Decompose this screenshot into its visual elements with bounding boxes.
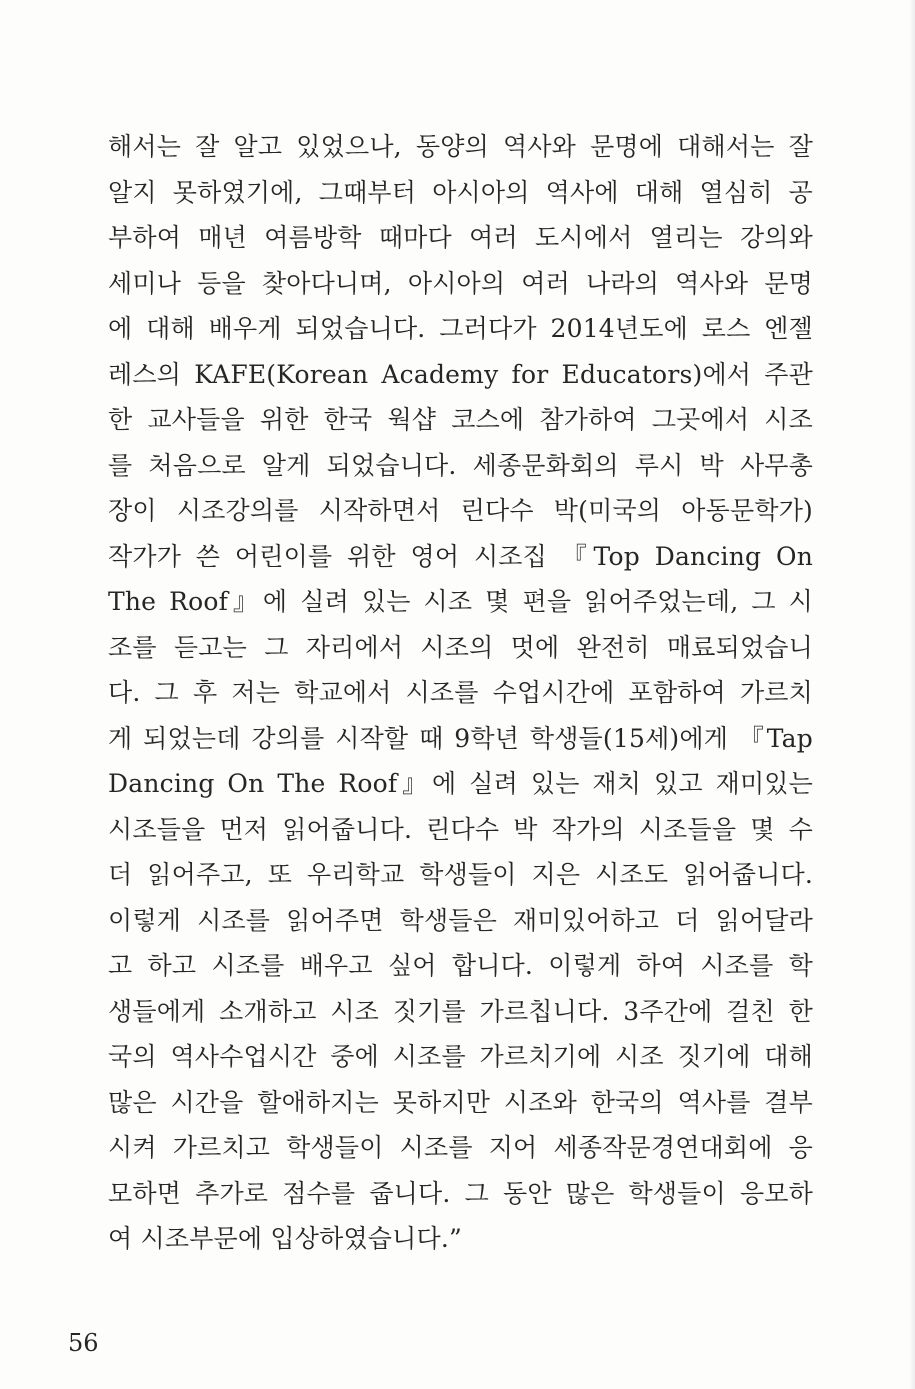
text-line-10: 작가가 쓴 어린이를 위한 영어 시조집 『Top Dancing On bbox=[108, 541, 813, 571]
text-line-4: 세미나 등을 찾아다니며, 아시아의 여러 나라의 역사와 문명 bbox=[108, 268, 813, 298]
page-edge-shadow bbox=[909, 0, 915, 1389]
page-number: 56 bbox=[68, 1329, 99, 1357]
text-line-1: 해서는 잘 알고 있었으나, 동양의 역사와 문명에 대해서는 잘 bbox=[108, 132, 813, 161]
text-line-14: 게 되었는데 강의를 시작할 때 9학년 학생들(15세)에게 『Tap bbox=[108, 723, 813, 753]
text-line-8: 를 처음으로 알게 되었습니다. 세종문화회의 루시 박 사무총 bbox=[108, 450, 813, 480]
text-line-2: 알지 못하였기에, 그때부터 아시아의 역사에 대해 열심히 공 bbox=[108, 177, 813, 207]
text-line-24: 모하면 추가로 점수를 줍니다. 그 동안 많은 학생들이 응모하 bbox=[108, 1178, 813, 1208]
text-line-13: 다. 그 후 저는 학교에서 시조를 수업시간에 포함하여 가르치 bbox=[108, 678, 813, 707]
text-line-15: Dancing On The Roof』에 실려 있는 재치 있고 재미있는 bbox=[108, 769, 813, 798]
text-line-12: 조를 듣고는 그 자리에서 시조의 멋에 완전히 매료되었습니 bbox=[108, 632, 813, 662]
text-line-20: 생들에게 소개하고 시조 짓기를 가르칩니다. 3주간에 걸친 한 bbox=[108, 996, 813, 1026]
text-line-19: 고 하고 시조를 배우고 싶어 합니다. 이렇게 하여 시조를 학 bbox=[108, 951, 813, 980]
text-line-3: 부하여 매년 여름방학 때마다 여러 도시에서 열리는 강의와 bbox=[108, 223, 813, 252]
text-line-22: 많은 시간을 할애하지는 못하지만 시조와 한국의 역사를 결부 bbox=[108, 1087, 813, 1117]
body-paragraph bbox=[108, 124, 813, 1262]
text-line-21: 국의 역사수업시간 중에 시조를 가르치기에 시조 짓기에 대해 bbox=[108, 1042, 813, 1071]
text-line-5: 에 대해 배우게 되었습니다. 그러다가 2014년도에 로스 엔젤 bbox=[108, 314, 813, 343]
text-line-25: 여 시조부문에 입상하였습니다.” bbox=[108, 1224, 462, 1253]
text-line-6: 레스의 KAFE(Korean Academy for Educators)에서 주관 bbox=[108, 359, 813, 389]
text-line-16: 시조들을 먼저 읽어줍니다. 린다수 박 작가의 시조들을 몇 수 bbox=[108, 814, 813, 844]
text-line-17: 더 읽어주고, 또 우리학교 학생들이 지은 시조도 읽어줍니다. bbox=[108, 860, 813, 889]
text-line-18: 이렇게 시조를 읽어주면 학생들은 재미있어하고 더 읽어달라 bbox=[108, 905, 813, 935]
text-line-7: 한 교사들을 위한 한국 웍샵 코스에 참가하여 그곳에서 시조 bbox=[108, 405, 813, 434]
text-line-23: 시켜 가르치고 학생들이 시조를 지어 세종작문경연대회에 응 bbox=[108, 1133, 813, 1162]
text-line-9: 장이 시조강의를 시작하면서 린다수 박(미국의 아동문학가) bbox=[108, 496, 813, 525]
text-line-11: The Roof』에 실려 있는 시조 몇 편을 읽어주었는데, 그 시 bbox=[108, 587, 813, 616]
